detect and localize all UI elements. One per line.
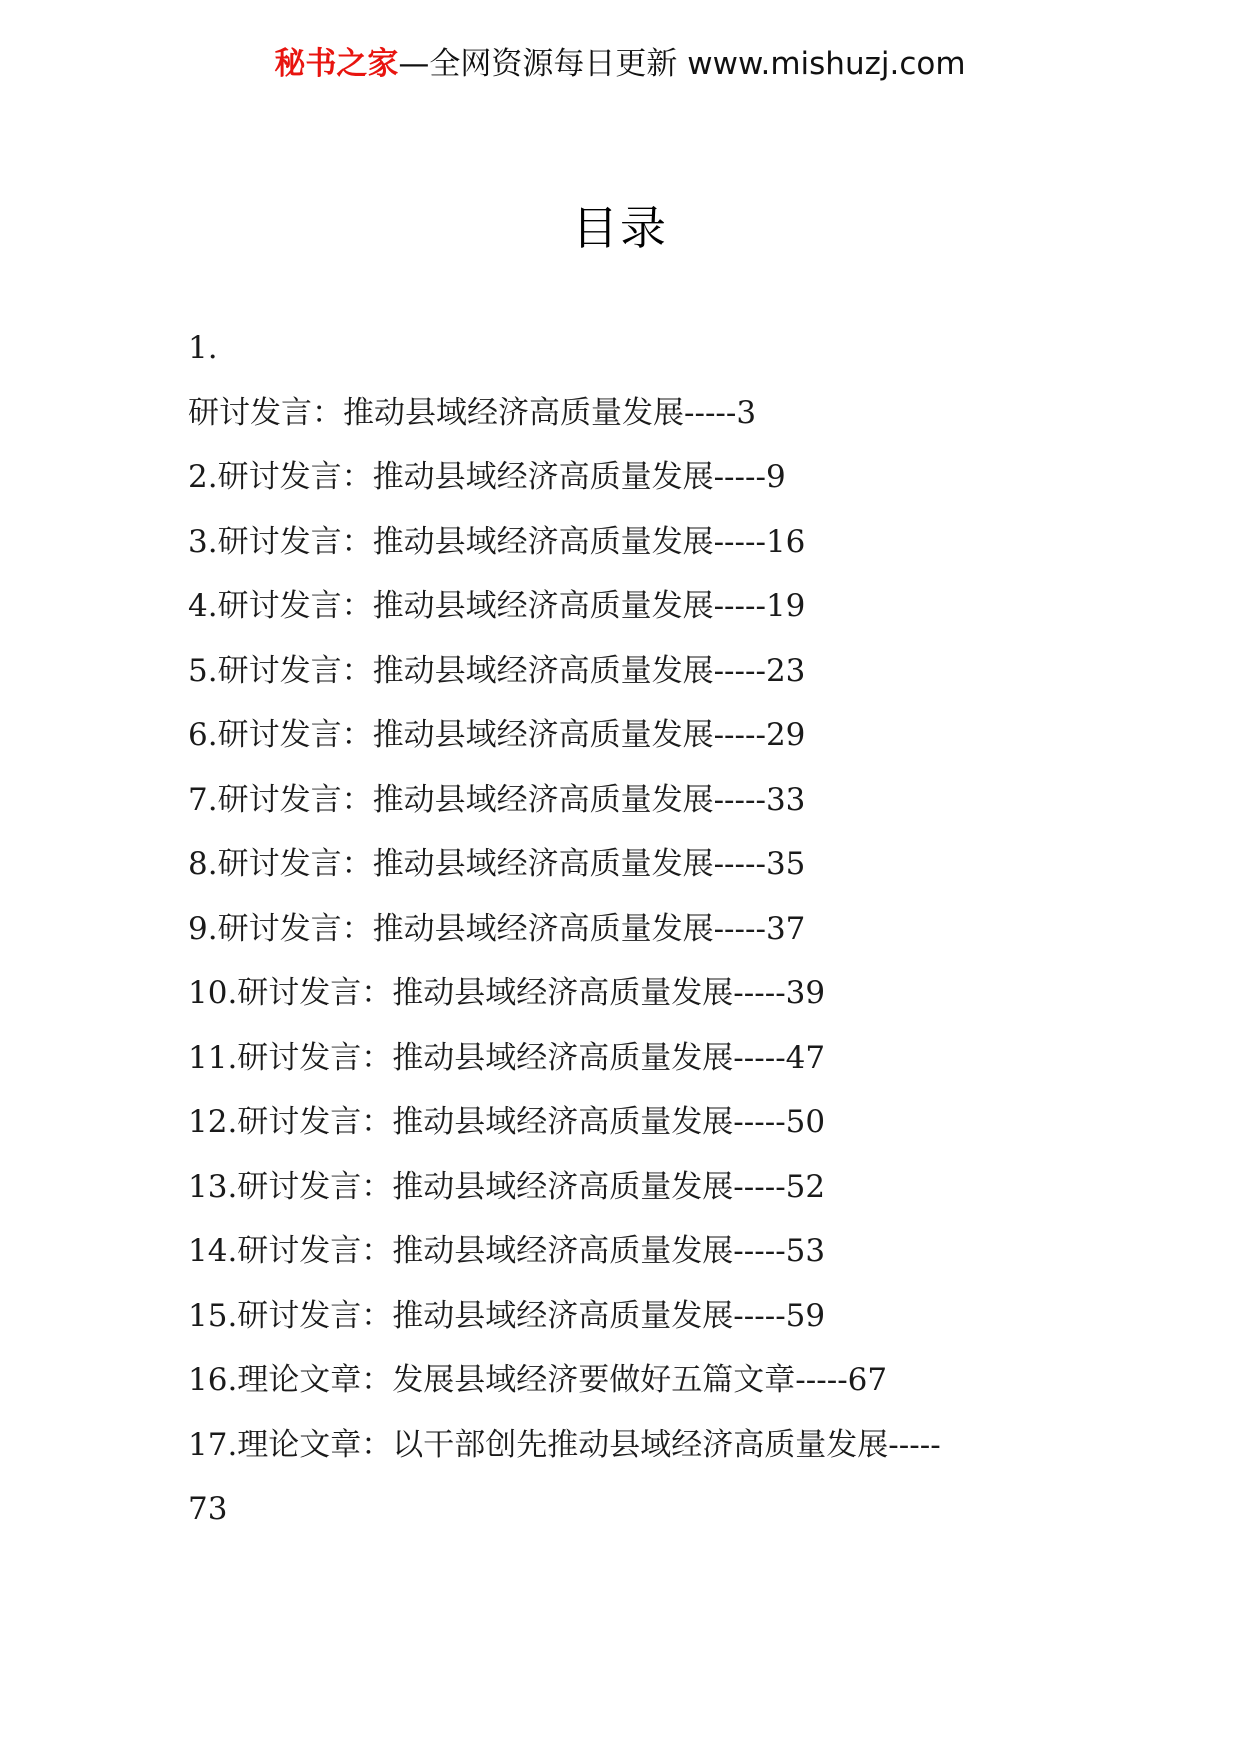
- toc-line: 9.研讨发言：推动县域经济高质量发展-----37: [188, 910, 806, 947]
- toc-line: 8.研讨发言：推动县域经济高质量发展-----35: [188, 846, 806, 882]
- page-title: 目录: [572, 201, 668, 255]
- site-header: [0, 42, 1240, 86]
- toc-line: 1.: [188, 330, 218, 366]
- toc-line: 3.研讨发言：推动县域经济高质量发展-----16: [188, 523, 806, 560]
- toc-line: 73: [188, 1491, 228, 1527]
- toc-line: 16.理论文章：发展县域经济要做好五篇文章-----67: [188, 1362, 888, 1398]
- toc-line: 12.研讨发言：推动县域经济高质量发展-----50: [188, 1104, 826, 1140]
- toc-line: 14.研讨发言：推动县域经济高质量发展-----53: [188, 1233, 826, 1269]
- site-brand: 秘书之家: [274, 46, 399, 82]
- toc-line: 17.理论文章：以干部创先推动县域经济高质量发展-----: [188, 1426, 941, 1463]
- toc-line: 4.研讨发言：推动县域经济高质量发展-----19: [188, 588, 806, 624]
- toc-line: 5.研讨发言：推动县域经济高质量发展-----23: [188, 652, 806, 689]
- toc-line: 6.研讨发言：推动县域经济高质量发展-----29: [188, 717, 806, 753]
- toc-line: 15.研讨发言：推动县域经济高质量发展-----59: [188, 1297, 826, 1334]
- toc-line: 7.研讨发言：推动县域经济高质量发展-----33: [188, 781, 806, 818]
- toc-line: 2.研讨发言：推动县域经济高质量发展-----9: [188, 459, 786, 495]
- site-tagline: —全网资源每日更新 www.mishuzj.com: [398, 46, 966, 82]
- toc-line: 13.研讨发言：推动县域经济高质量发展-----52: [188, 1168, 826, 1205]
- table-of-contents: [188, 316, 1088, 1542]
- toc-line: 10.研讨发言：推动县域经济高质量发展-----39: [188, 975, 826, 1011]
- toc-line: 研讨发言：推动县域经济高质量发展-----3: [188, 394, 757, 431]
- toc-line: 11.研讨发言：推动县域经济高质量发展-----47: [188, 1039, 826, 1076]
